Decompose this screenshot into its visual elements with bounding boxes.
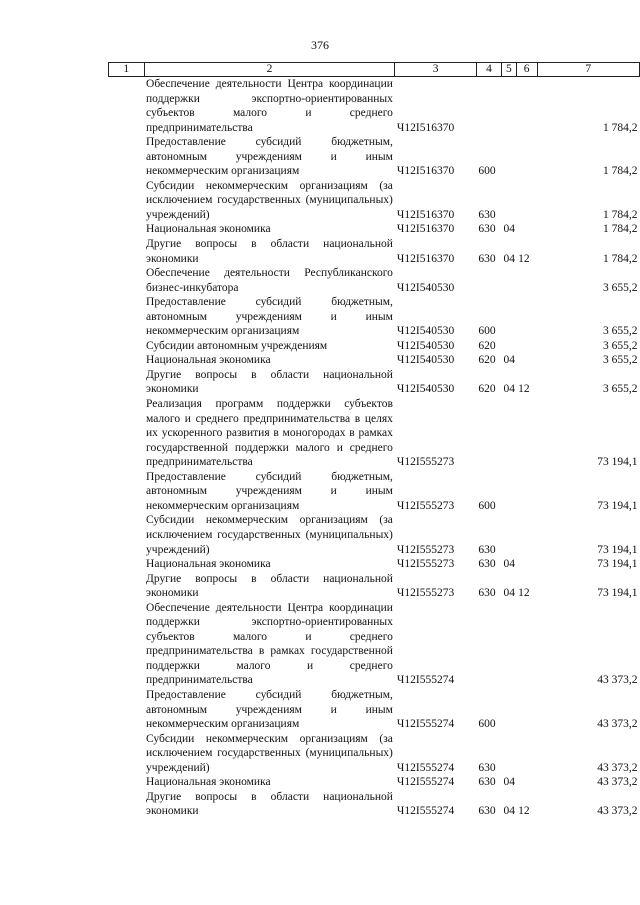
row-amount: 43 373,2 — [597, 718, 638, 731]
row-col-1 — [109, 790, 145, 819]
row-col-1 — [109, 601, 145, 688]
row-code: Ч12I540530 — [396, 383, 455, 396]
row-expense-type: 600 — [478, 165, 496, 178]
row-amount: 73 194,1 — [597, 456, 638, 469]
row-amount: 43 373,2 — [597, 805, 638, 818]
row-expense-type: 630 — [478, 558, 496, 571]
header-col-1: 1 — [109, 63, 145, 77]
row-col-1 — [109, 688, 145, 732]
row-code: Ч12I540530 — [396, 325, 455, 338]
row-code: Ч12I555273 — [396, 456, 455, 469]
row-section: 04 — [503, 223, 515, 236]
row-amount: 1 784,2 — [603, 208, 638, 221]
row-subsection — [516, 77, 537, 136]
table-row — [109, 353, 640, 368]
row-amount: 3 655,2 — [603, 354, 638, 367]
row-name: Национальная экономика — [146, 776, 271, 789]
row-col-1 — [109, 339, 145, 354]
row-subsection — [516, 557, 537, 572]
row-amount: 3 655,2 — [603, 325, 638, 338]
row-name: Национальная экономика — [146, 558, 271, 571]
row-subsection: 12 — [518, 587, 530, 600]
table-row — [109, 179, 640, 223]
row-col-1 — [109, 222, 145, 237]
row-section: 04 — [503, 776, 515, 789]
row-expense-type: 630 — [478, 223, 496, 236]
row-col-1 — [109, 572, 145, 601]
row-expense-type: 620 — [478, 339, 496, 352]
row-name: Предоставление субсидий бюджетным, автономным учреждениям и иным некоммерческим организациям — [146, 688, 393, 731]
table-row — [109, 732, 640, 776]
row-amount: 1 784,2 — [603, 223, 638, 236]
row-subsection — [516, 601, 537, 688]
row-code: Ч12I555274 — [396, 761, 455, 774]
row-col-1 — [109, 295, 145, 339]
row-amount: 1 784,2 — [603, 165, 638, 178]
row-col-1 — [109, 732, 145, 776]
row-expense-type: 630 — [478, 776, 496, 789]
row-code: Ч12I540530 — [396, 339, 455, 352]
row-expense-type: 630 — [478, 761, 496, 774]
row-section: 04 — [503, 354, 515, 367]
row-section — [502, 295, 517, 339]
row-subsection — [516, 222, 537, 237]
row-section — [502, 266, 517, 295]
row-col-1 — [109, 513, 145, 557]
row-expense-type: 600 — [478, 499, 496, 512]
row-expense-type — [476, 397, 501, 470]
row-subsection — [516, 397, 537, 470]
row-code: Ч12I555273 — [396, 543, 455, 556]
row-amount: 43 373,2 — [597, 776, 638, 789]
row-amount: 73 194,1 — [597, 499, 638, 512]
row-name: Субсидии некоммерческим организациям (за исключением государственных (муниципальных) учреждений) — [146, 732, 393, 774]
budget-table — [108, 62, 640, 819]
row-section — [502, 397, 517, 470]
row-code: Ч12I540530 — [396, 281, 455, 294]
row-subsection — [516, 732, 537, 776]
row-amount: 3 655,2 — [603, 339, 638, 352]
row-col-1 — [109, 135, 145, 179]
row-subsection — [516, 295, 537, 339]
row-name: Другие вопросы в области национальной экономики — [146, 238, 393, 265]
row-col-1 — [109, 179, 145, 223]
table-row — [109, 601, 640, 688]
row-name: Реализация программ поддержки субъектов малого и среднего предпринимательства в целях их ускоренного развития в моногородах в рамках государственной поддержки малого и среднего предпринимательства — [146, 398, 393, 469]
row-section — [502, 513, 517, 557]
row-subsection: 12 — [518, 252, 530, 265]
row-amount: 3 655,2 — [603, 383, 638, 396]
table-row — [109, 572, 640, 601]
header-col-7: 7 — [537, 63, 639, 77]
row-name: Другие вопросы в области национальной экономики — [146, 790, 393, 818]
row-expense-type — [476, 77, 501, 136]
table-header-row — [109, 63, 640, 77]
row-section: 04 — [503, 558, 515, 571]
row-name: Обеспечение деятельности Республиканского бизнес-инкубатора — [146, 267, 393, 294]
row-subsection: 12 — [518, 805, 530, 818]
row-name: Национальная экономика — [146, 354, 271, 367]
row-section — [502, 470, 517, 514]
row-col-1 — [109, 353, 145, 368]
header-col-5: 5 — [502, 63, 517, 77]
header-col-4: 4 — [476, 63, 501, 77]
row-code: Ч12I516370 — [396, 223, 455, 236]
row-col-1 — [109, 77, 145, 136]
row-amount: 73 194,1 — [597, 558, 638, 571]
row-subsection — [516, 353, 537, 368]
row-name: Предоставление субсидий бюджетным, автономным учреждениям и иным некоммерческим организациям — [146, 470, 393, 512]
row-amount: 3 655,2 — [603, 281, 638, 294]
row-code: Ч12I540530 — [396, 354, 455, 367]
row-section: 04 — [503, 587, 515, 600]
table-row — [109, 513, 640, 557]
row-subsection — [516, 339, 537, 354]
header-col-2: 2 — [144, 63, 395, 77]
row-expense-type: 630 — [478, 805, 496, 818]
table-row — [109, 397, 640, 470]
table-row — [109, 135, 640, 179]
row-code: Ч12I555273 — [396, 587, 455, 600]
row-name: Предоставление субсидий бюджетным, автономным учреждениям и иным некоммерческим организациям — [146, 136, 393, 178]
row-section — [502, 732, 517, 776]
row-section: 04 — [503, 805, 515, 818]
table-row — [109, 237, 640, 266]
row-subsection — [516, 513, 537, 557]
row-col-1 — [109, 557, 145, 572]
row-subsection — [516, 688, 537, 732]
row-code: Ч12I555274 — [396, 674, 455, 687]
row-code: Ч12I516370 — [396, 121, 455, 134]
row-col-1 — [109, 266, 145, 295]
row-amount: 1 784,2 — [603, 252, 638, 265]
row-name: Предоставление субсидий бюджетным, автономным учреждениям и иным некоммерческим организациям — [146, 296, 393, 338]
row-name: Субсидии некоммерческим организациям (за исключением государственных (муниципальных) учреждений) — [146, 514, 393, 556]
row-section — [502, 135, 517, 179]
row-section — [502, 688, 517, 732]
row-subsection — [516, 266, 537, 295]
row-section — [502, 601, 517, 688]
row-code: Ч12I555273 — [396, 499, 455, 512]
row-section — [502, 179, 517, 223]
row-amount: 43 373,2 — [597, 761, 638, 774]
row-subsection — [516, 179, 537, 223]
row-amount: 43 373,2 — [597, 674, 638, 687]
row-expense-type: 630 — [478, 587, 496, 600]
row-expense-type — [476, 601, 501, 688]
row-subsection — [516, 470, 537, 514]
row-subsection: 12 — [518, 383, 530, 396]
row-section — [502, 339, 517, 354]
row-section: 04 — [503, 252, 515, 265]
header-col-6: 6 — [516, 63, 537, 77]
row-code: Ч12I555273 — [396, 558, 455, 571]
row-expense-type: 630 — [478, 208, 496, 221]
row-name: Национальная экономика — [146, 223, 271, 236]
row-col-1 — [109, 775, 145, 790]
row-col-1 — [109, 397, 145, 470]
table-row — [109, 266, 640, 295]
row-subsection — [516, 775, 537, 790]
row-expense-type: 620 — [478, 383, 496, 396]
row-section: 04 — [503, 383, 515, 396]
table-row — [109, 295, 640, 339]
row-expense-type: 630 — [478, 543, 496, 556]
row-expense-type: 600 — [478, 718, 496, 731]
row-col-1 — [109, 237, 145, 266]
table-row — [109, 368, 640, 397]
row-code: Ч12I555274 — [396, 805, 455, 818]
row-name: Обеспечение деятельности Центра координации поддержки экспортно-ориентированных субъектов малого и среднего предпринимательства — [146, 78, 393, 134]
row-col-1 — [109, 368, 145, 397]
row-name: Другие вопросы в области национальной экономики — [146, 368, 393, 396]
row-code: Ч12I555274 — [396, 776, 455, 789]
row-amount: 73 194,1 — [597, 587, 638, 600]
header-col-3: 3 — [395, 63, 477, 77]
row-amount: 73 194,1 — [597, 543, 638, 556]
row-code: Ч12I516370 — [396, 208, 455, 221]
table-row — [109, 688, 640, 732]
row-name: Обеспечение деятельности Центра координации поддержки экспортно-ориентированных субъектов малого и среднего предпринимательства в рамках государственной поддержки малого и среднего предпринимательства — [146, 601, 393, 687]
table-row — [109, 775, 640, 790]
row-name: Субсидии некоммерческим организациям (за исключением государственных (муниципальных) учреждений) — [146, 179, 393, 221]
row-name: Другие вопросы в области национальной экономики — [146, 572, 393, 600]
row-name: Субсидии автономным учреждениям — [146, 339, 328, 352]
table-row — [109, 222, 640, 237]
table-row — [109, 557, 640, 572]
row-subsection — [516, 135, 537, 179]
row-section — [502, 77, 517, 136]
table-row — [109, 470, 640, 514]
row-expense-type: 600 — [478, 325, 496, 338]
table-row — [109, 790, 640, 819]
page-number: 376 — [311, 38, 329, 52]
table-row — [109, 339, 640, 354]
row-expense-type: 620 — [478, 354, 496, 367]
table-row — [109, 77, 640, 136]
row-code: Ч12I555274 — [396, 718, 455, 731]
row-code: Ч12I516370 — [396, 165, 455, 178]
row-col-1 — [109, 470, 145, 514]
row-amount: 1 784,2 — [603, 121, 638, 134]
row-expense-type — [476, 266, 501, 295]
row-expense-type: 630 — [478, 252, 496, 265]
row-code: Ч12I516370 — [396, 252, 455, 265]
